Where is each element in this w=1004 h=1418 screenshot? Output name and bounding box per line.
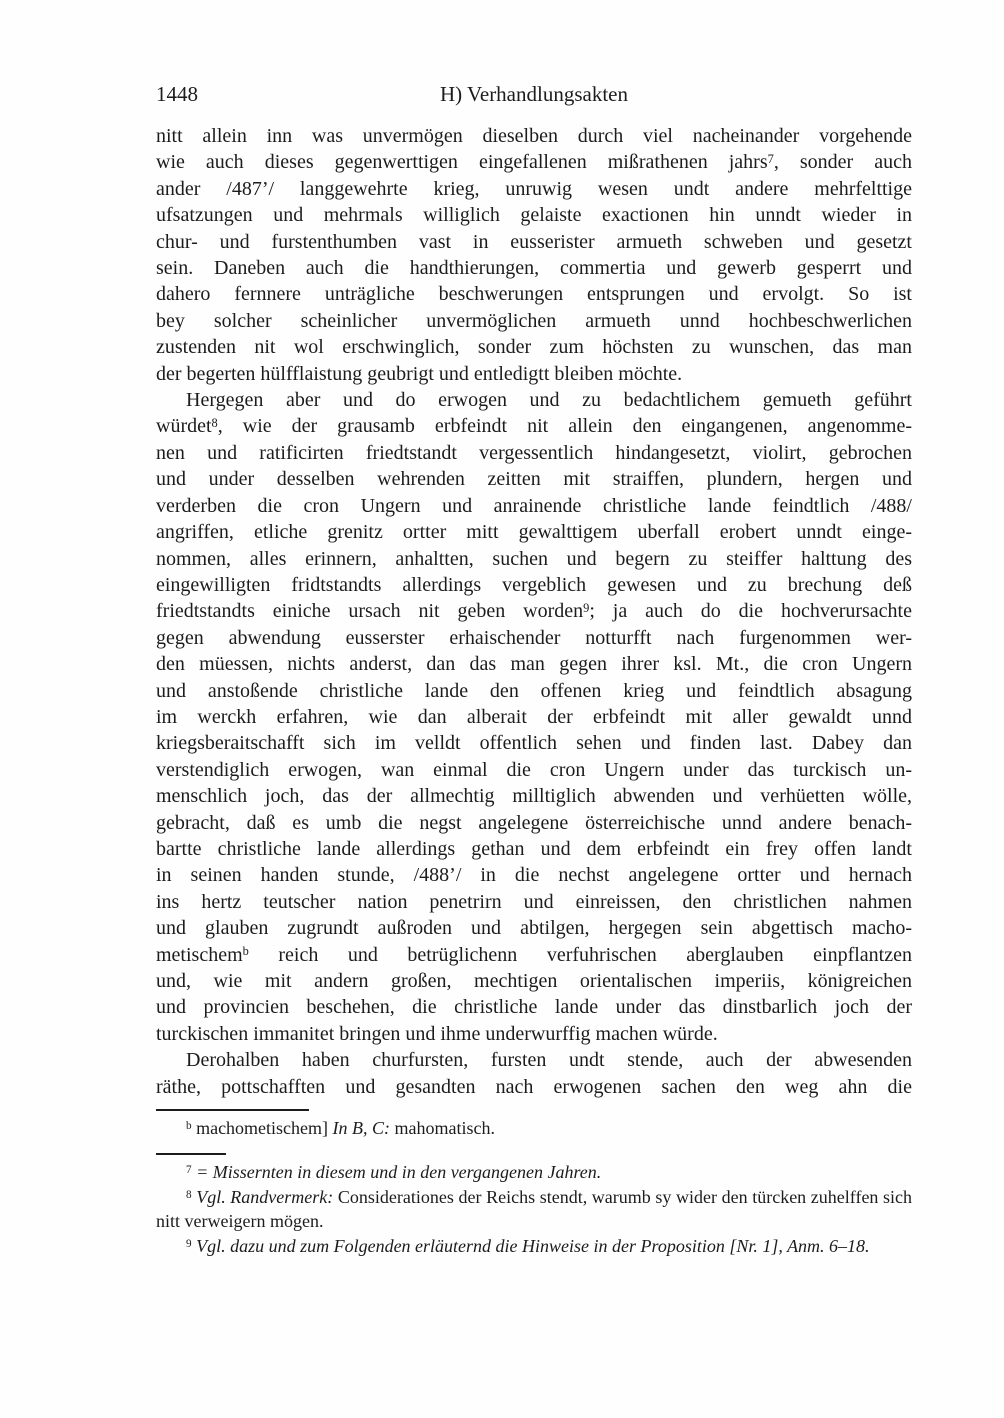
text-line: im werckh erfahren, wie dan alberait der erbfeindt mit aller gewaldt unnd bbox=[156, 705, 912, 728]
text-line: turckischen immanitet bringen und ihme underwurffig machen würde. bbox=[156, 1022, 718, 1045]
paragraph bbox=[156, 387, 912, 1047]
text-line: und under desselben wehrenden zeitten mit straiffen, plundern, hergen und bbox=[156, 468, 912, 491]
footnote-reference: 8 bbox=[211, 415, 218, 430]
footnote-7 bbox=[156, 1160, 912, 1185]
text-line: in seinen handen stunde, /488’/ in die nechst angelegene ortter und hernach bbox=[156, 864, 912, 887]
text-line: und provincien beschehen, die christliche lande under das dinstbarlich joch der bbox=[156, 996, 912, 1019]
text-line: der begerten hülfflaistung geubrigt und entledigtt bleiben möchte. bbox=[156, 362, 683, 385]
text-line: bartte christliche lande allerdings gethan und dem erbfeindt ein frey offen landt bbox=[156, 837, 912, 860]
text-line: sein. Daneben auch die handthierungen, commertia und gewerb gesperrt und bbox=[156, 257, 912, 280]
apparatus-lemma: machometischem] bbox=[196, 1118, 329, 1139]
text-line: metischem$^b$ reich und betrüglichenn verfuhrischen aberglauben einpflantzen bbox=[156, 943, 912, 966]
footnote-7-text: = Missernten in diesem und in den vergangenen Jahren. bbox=[196, 1162, 602, 1183]
apparatus-note bbox=[156, 1116, 912, 1140]
footnote-8 bbox=[156, 1185, 912, 1234]
paragraph bbox=[156, 123, 912, 387]
footnote-divider bbox=[156, 1153, 226, 1155]
text-line: ins hertz teutscher nation penetrirn und einreissen, den christlichen nahmen bbox=[156, 890, 912, 913]
text-line: eingewilligten fridtstandts allerdings vergeblich gewesen und zu brechung deß bbox=[156, 573, 912, 596]
text-line: menschlich joch, das der allmechtig milltiglich abwenden und verhüetten wölle, bbox=[156, 785, 912, 808]
text-line: und glauben zugrundt außroden und abtilgen, hergegen sein abgettisch macho- bbox=[156, 917, 912, 940]
footnote-9-marker: 9 bbox=[186, 1237, 192, 1250]
text-line: dahero fernnere unträgliche beschwerungen entsprungen und ervolgt. So ist bbox=[156, 283, 912, 306]
apparatus-reading: mahomatisch. bbox=[394, 1118, 496, 1139]
text-line: angriffen, etliche grenitz ortter mitt gewalttigem uberfall erobert unndt einge- bbox=[156, 521, 912, 544]
footnote-reference: 9 bbox=[583, 600, 590, 615]
running-title: H) Verhandlungsakten bbox=[440, 82, 628, 106]
text-line: wie auch dieses gegenwerttigen eingefallenen mißrathenen jahrs$^7$, sonder auch bbox=[156, 151, 912, 174]
text-line: ander /487’/ langgewehrte krieg, unruwig wesen undt andere mehrfelttige bbox=[156, 177, 912, 200]
apparatus-marker: b bbox=[186, 1120, 192, 1133]
footnotes-section bbox=[156, 1160, 912, 1258]
text-line: verstendiglich erwogen, wan einmal die cron Ungern under das turckisch un- bbox=[156, 758, 912, 781]
text-line: verderben die cron Ungern und anrainende christliche lande feindtlich /488/ bbox=[156, 494, 912, 517]
text-line: räthe, pottschafften und gesandten nach erwogenen sachen den weg ahn die bbox=[156, 1075, 912, 1098]
footnote-7-marker: 7 bbox=[186, 1164, 192, 1177]
footnote-9-text: Vgl. dazu und zum Folgenden erläuternd die Hinweise in der Proposition [Nr. 1], Anm. 6–18. bbox=[196, 1235, 870, 1256]
text-line: Hergegen aber und do erwogen und zu bedachtlichem gemueth geführt bbox=[186, 389, 912, 412]
paragraph bbox=[156, 1047, 912, 1100]
apparatus-source: In B, C: bbox=[332, 1118, 391, 1139]
text-line: bey solcher scheinlicher unvermöglichen armueth unnd hochbeschwerlichen bbox=[156, 309, 912, 332]
text-line: nommen, alles erinnern, anhaltten, suchen und begern zu steiffer halttung des bbox=[156, 547, 912, 570]
text-line: nen und ratificirten friedtstandt vergessentlich hindangesetzt, violirt, gebrochen bbox=[156, 441, 912, 464]
text-line: und, wie mit andern großen, mechtigen orientalischen imperiis, königreichen bbox=[156, 970, 912, 992]
text-line: zustenden nit wol erschwinglich, sonder zum höchsten zu wunschen, das man bbox=[156, 336, 912, 359]
page-header bbox=[156, 82, 912, 109]
page-number: 1448 bbox=[156, 82, 198, 106]
footnote-reference: b bbox=[242, 944, 249, 959]
text-line: den müessen, nichts anderst, dan das man gegen ihrer ksl. Mt., die cron Ungern bbox=[156, 653, 912, 676]
footnote-8-lead: Vgl. Randvermerk: bbox=[196, 1186, 334, 1207]
footnote-8-text: Considerationes der Reichs stendt, warumb sy wider den türcken zuhelffen sich nitt verweigern mögen. bbox=[156, 1186, 913, 1232]
footnote-8-marker: 8 bbox=[186, 1188, 192, 1201]
text-block bbox=[156, 82, 912, 1258]
body-text bbox=[156, 123, 912, 1100]
footnote-reference: 7 bbox=[767, 151, 774, 166]
text-line: ufsatzungen und mehrmals williglich gelaiste exactionen hin unndt wieder in bbox=[156, 204, 912, 227]
text-line: Derohalben haben churfursten, fursten undt stende, auch der abwesenden bbox=[186, 1049, 912, 1072]
text-line: kriegsberaitschafft sich im velldt offentlich sehen und finden last. Dabey dan bbox=[156, 732, 912, 755]
text-line: friedtstandts einiche ursach nit geben worden$^9$; ja auch do die hochverursachte bbox=[156, 600, 912, 623]
text-line: würdet$^8$, wie der grausamb erbfeindt nit allein den eingangenen, angenomme- bbox=[156, 415, 912, 438]
apparatus-divider bbox=[156, 1109, 309, 1111]
text-line: chur- und furstenthumben vast in eusserister armueth schweben und gesetzt bbox=[156, 230, 912, 253]
text-line: und anstoßende christliche lande den offenen krieg und feindtlich absagung bbox=[156, 679, 912, 702]
footnote-9 bbox=[156, 1234, 912, 1259]
text-line: gegen abwendung eusserster erhaischender notturfft nach furgenommen wer- bbox=[156, 626, 912, 649]
text-line: gebracht, daß es umb die negst angelegene österreichische unnd andere benach- bbox=[156, 811, 912, 834]
text-line: nitt allein inn was unvermögen dieselben durch viel nacheinander vorgehende bbox=[156, 125, 912, 147]
